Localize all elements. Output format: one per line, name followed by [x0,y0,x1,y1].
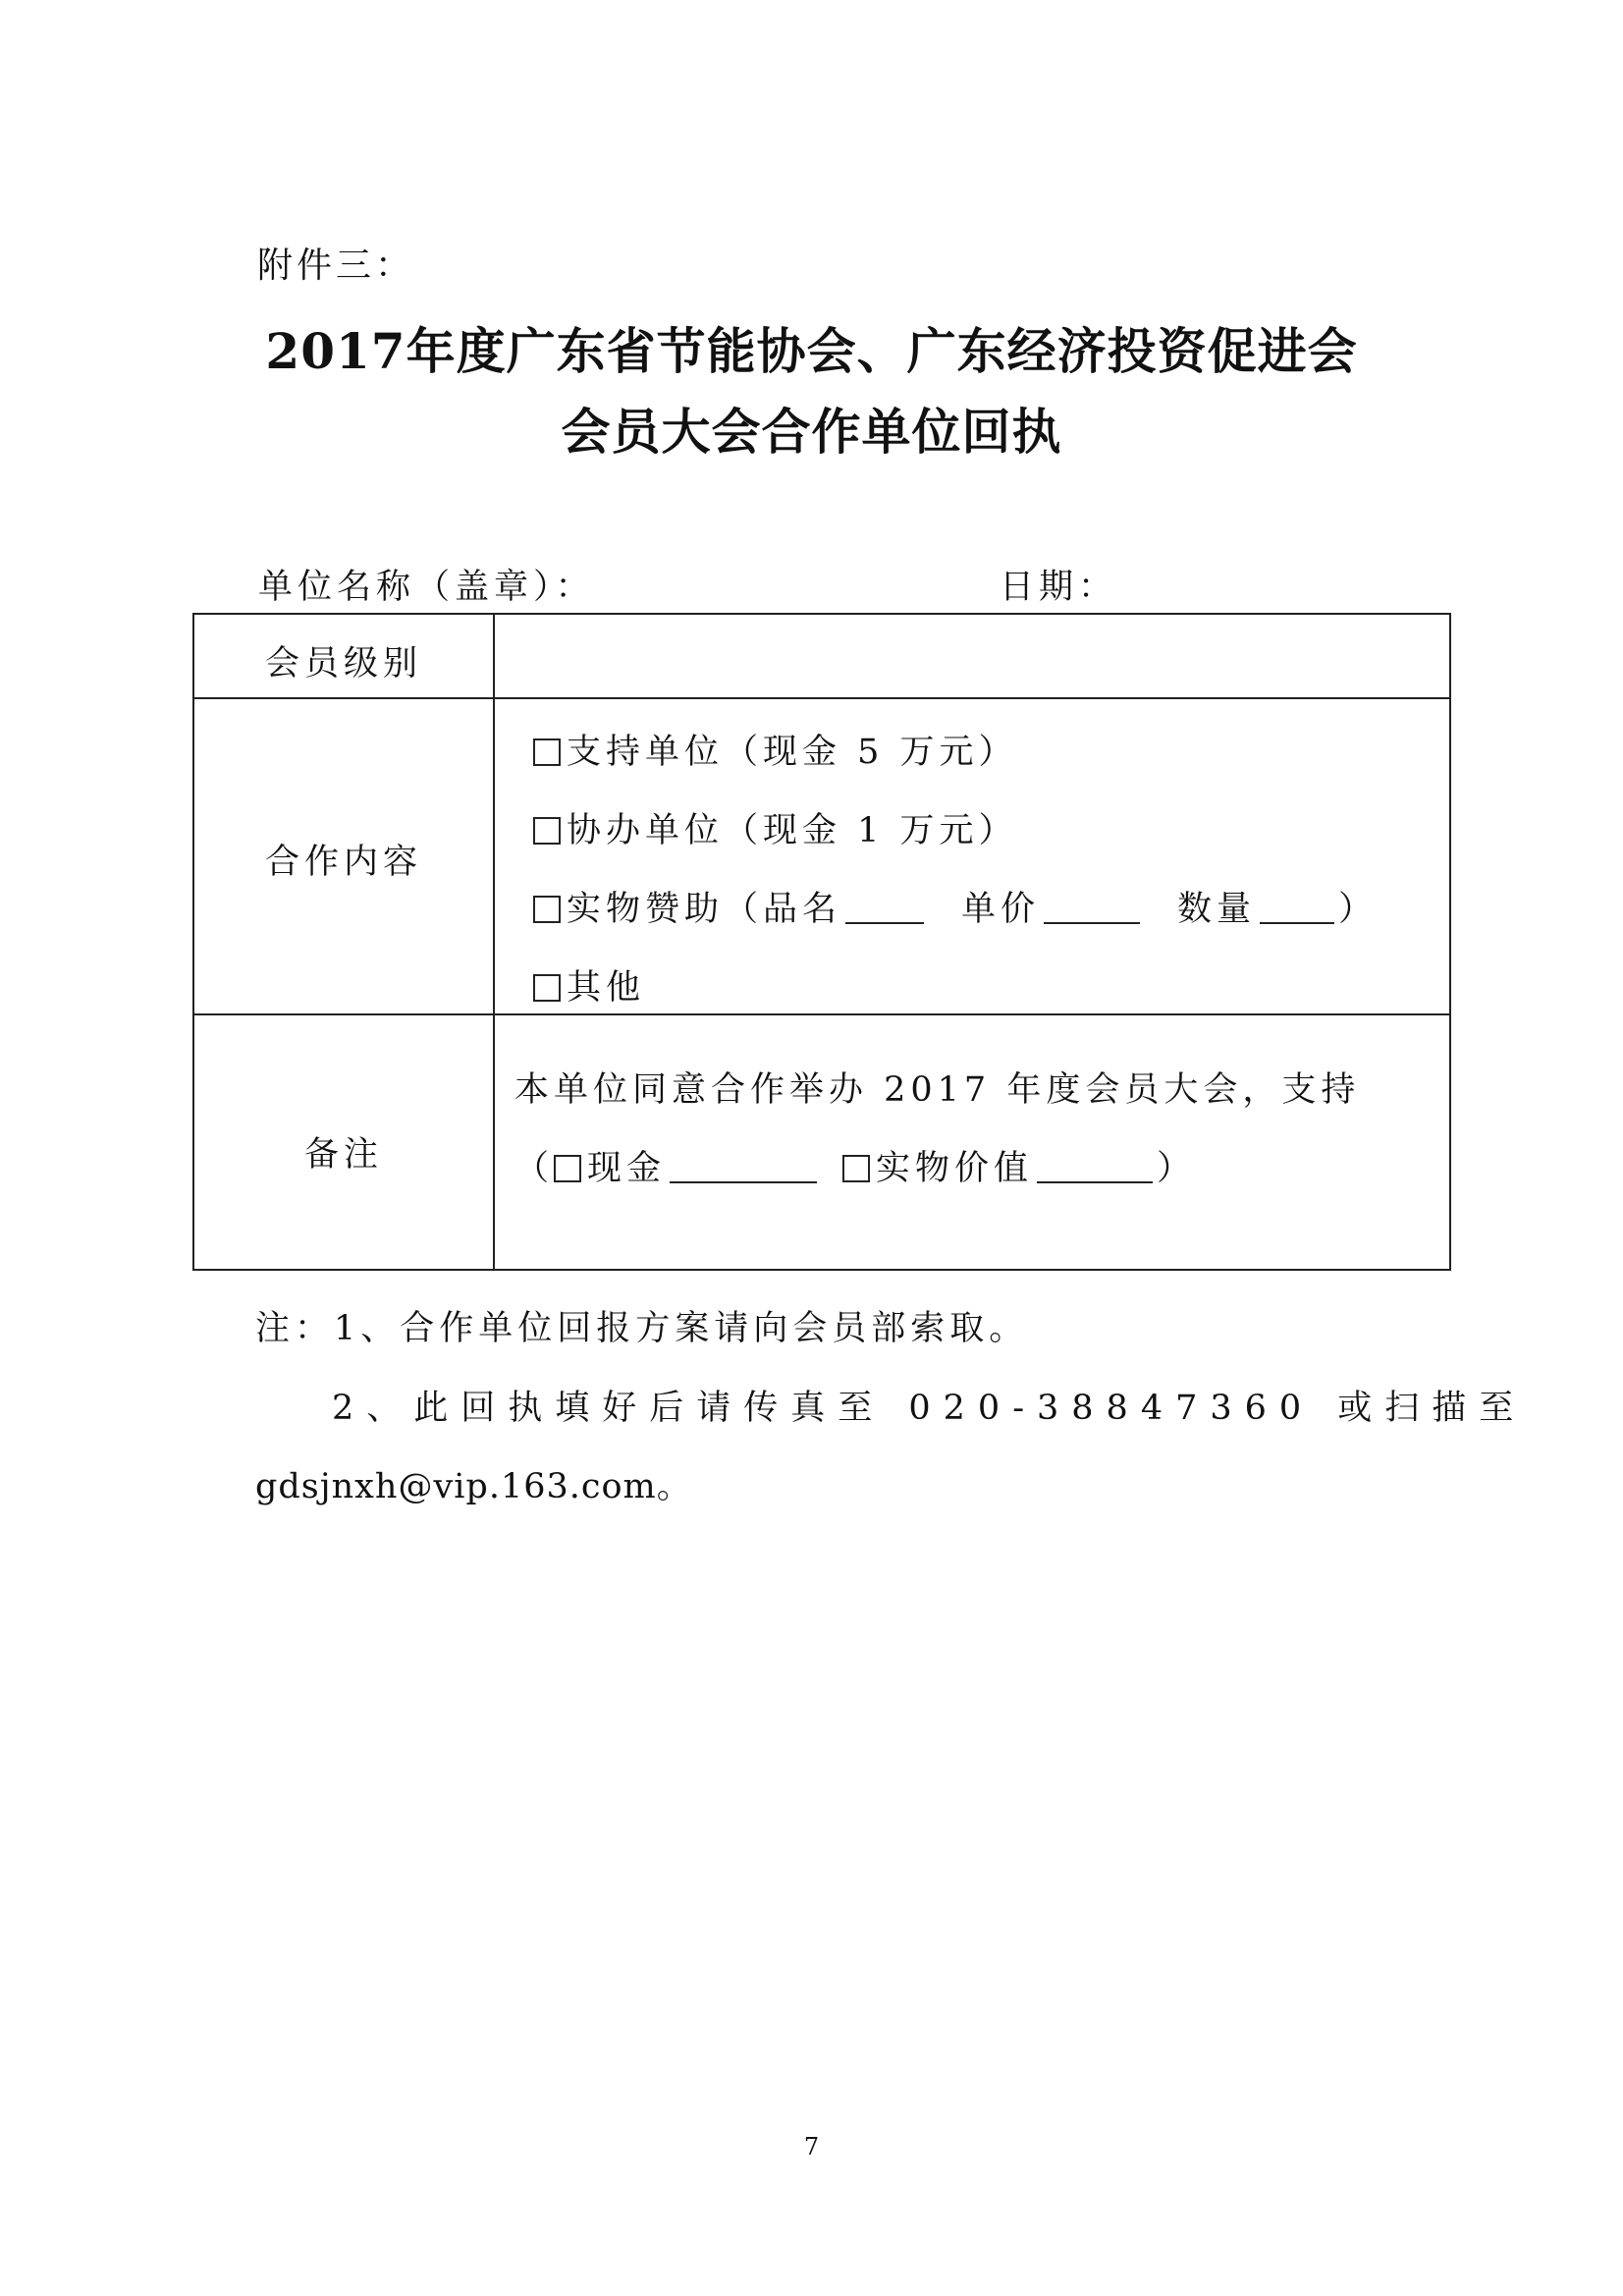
page-number: 7 [803,2133,820,2160]
checkbox-icon[interactable] [533,738,561,766]
option-other-text: 其他 [567,968,646,1008]
checkbox-icon[interactable] [554,1155,581,1182]
document-title-line2: 会员大会合作单位回执 [561,403,1062,461]
cooperation-content-label: 合作内容 [264,843,422,882]
remarks-open-paren: （ [514,1149,555,1188]
option-support-unit-text: 支持单位（现金 5 万元） [567,733,1018,772]
checkbox-icon[interactable] [533,817,561,845]
table-row-divider [194,1013,1449,1015]
option-support-unit[interactable] [533,725,1018,774]
quantity-blank[interactable] [1260,893,1334,924]
date-label: 日期： [1000,568,1118,607]
reply-form-table [192,613,1451,1271]
note-1: 注：1、合作单位回报方案请向会员部索取。 [255,1309,1029,1348]
in-kind-prefix-text: 实物赞助（品名 [567,890,842,929]
note-2-email: gdsjnxh@vip.163.com。 [255,1467,692,1506]
table-row-divider [194,697,1449,699]
cash-amount-blank[interactable] [670,1152,817,1183]
unit-name-label: 单位名称（盖章）： [258,568,595,607]
remarks-line2 [514,1141,1196,1190]
option-co-organizer[interactable] [533,803,1018,852]
in-kind-suffix-text: ） [1338,890,1379,929]
remarks-line1: 本单位同意合作举办 2017 年度会员大会，支持 [514,1070,1361,1110]
document-title-line1: 2017年度广东省节能协会、广东经济投资促进会 [265,322,1358,380]
attachment-label: 附件三： [257,246,415,286]
remarks-cash-text: 现金 [587,1149,667,1188]
unit-price-blank[interactable] [1044,893,1140,924]
membership-level-label: 会员级别 [264,644,422,683]
option-other[interactable] [533,960,645,1010]
in-kind-value-blank[interactable] [1037,1152,1153,1183]
option-in-kind-sponsorship[interactable] [533,882,1378,931]
checkbox-icon[interactable] [533,974,561,1002]
remarks-close-paren: ） [1157,1149,1197,1188]
option-co-organizer-text: 协办单位（现金 1 万元） [567,811,1018,850]
table-column-divider [493,615,495,1269]
unit-price-text: 单价 [961,890,1041,929]
quantity-text: 数量 [1177,890,1257,929]
checkbox-icon[interactable] [842,1155,870,1182]
checkbox-icon[interactable] [533,896,561,923]
remarks-label: 备注 [303,1135,383,1175]
remarks-in-kind-value-text: 实物价值 [876,1149,1034,1188]
note-2: 2、此回执填好后请传真至 020-38847360 或扫描至 [332,1389,1527,1428]
item-name-blank[interactable] [845,893,924,924]
